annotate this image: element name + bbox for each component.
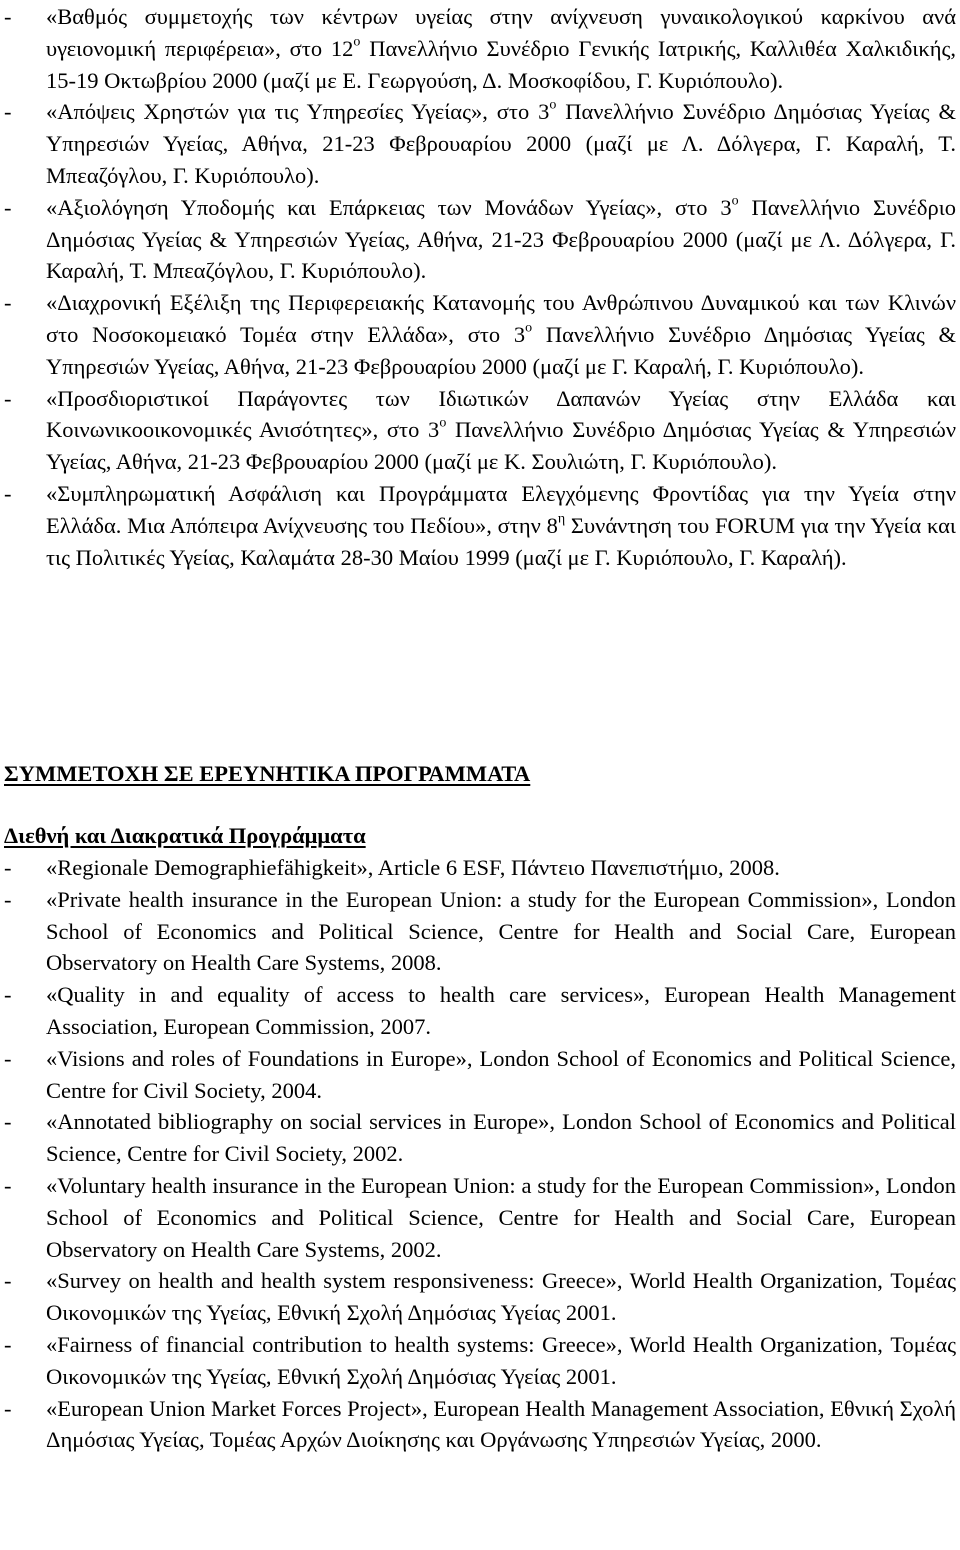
bullet-dash: - xyxy=(4,1109,12,1135)
bullet-dash: - xyxy=(4,4,12,29)
list-item xyxy=(0,884,960,979)
list-item xyxy=(0,1043,960,1107)
item-text: «Visions and roles of Foundations in Europe», London School of Economics and Political Science, Centre for Civil Society, 2004. xyxy=(46,1045,956,1103)
bullet-dash: - xyxy=(4,99,12,125)
list-item xyxy=(0,478,960,573)
section-heading: ΣΥΜΜΕΤΟΧΗ ΣΕ ΕΡΕΥΝΗΤΙΚΑ ΠΡΟΓΡΑΜΜΑΤΑ xyxy=(4,761,531,786)
item-text: «Προσδιοριστικοί Παράγοντες των Ιδιωτικών Δαπανών Υγείας στην Ελλάδα και Κοινωνικοοικονομικές Ανισότητες», στο $3^o$ Πανελλήνιο Συνέδριο Δημόσιας Υγείας & Υπηρεσιών Υγείας, Αθήνα, 21-23 Φεβρουαρίου 2000 (μαζί με Κ. Σουλιώτη, Γ. Κυριόπουλο). xyxy=(46,385,957,475)
bullet-dash: - xyxy=(4,1045,12,1071)
bullet-dash: - xyxy=(4,855,12,880)
item-text: «Regionale Demographiefähigkeit», Article 6 ESF, Πάντειο Πανεπιστήμιο, 2008. xyxy=(46,855,780,880)
item-text: «Απόψεις Χρηστών για τις Υπηρεσίες Υγείας», στο $3^o$ Πανελλήνιο Συνέδριο Δημόσιας Υγείας & Υπηρεσιών Υγείας, Αθήνα, 21-23 Φεβρουαρίου 2000 (μαζί με Λ. Δόλγερα, Γ. Καραλή, Τ. Μπεαζόγλου, Γ. Κυριόπουλο). xyxy=(46,97,956,188)
bullet-dash: - xyxy=(4,982,12,1008)
research-programs-list xyxy=(0,852,960,1456)
item-text: «Συμπληρωματική Ασφάλιση και Προγράμματα Ελεγχόμενης Φροντίδας για την Υγεία στην Ελλάδα. Μια Απόπειρα Ανίχνευσης του Πεδίου», στην $8^\eta$ Συνάντηση του FORUM για την Υγεία και τις Πολιτικές Υγείας, Καλαμάτα 28-30 Μαίου 1999 (μαζί με Γ. Κυριόπουλο, Γ. Καραλή). xyxy=(46,480,956,570)
bullet-dash: - xyxy=(4,385,12,411)
list-item xyxy=(0,96,960,191)
bullet-dash: - xyxy=(4,1172,12,1198)
list-item xyxy=(0,1393,960,1457)
item-text: «Survey on health and health system responsiveness: Greece», World Health Organization, Τομέας Οικονομικών της Υγείας, Εθνική Σχολή Δημόσιας Υγείας 2001. xyxy=(46,1268,956,1326)
bullet-dash: - xyxy=(4,194,12,220)
item-text: «Fairness of financial contribution to health systems: Greece», World Health Organization, Τομέας Οικονομικών της Υγείας, Εθνική Σχολή Δημόσιας Υγείας 2001. xyxy=(46,1331,956,1389)
list-item xyxy=(0,383,960,478)
list-item xyxy=(0,852,960,884)
subsection-heading: Διεθνή και Διακρατικά Προγράμματα xyxy=(4,823,366,848)
list-item xyxy=(0,1106,960,1170)
conference-presentations-list xyxy=(0,1,960,573)
item-text: «Quality in and equality of access to health care services», European Health Management Association, European Commission, 2007. xyxy=(46,982,956,1039)
item-text: «Διαχρονική Εξέλιξη της Περιφερειακής Κατανομής του Ανθρώπινου Δυναμικού και των Κλινών στο Νοσοκομειακό Τομέα στην Ελλάδα», στο $3^o$ Πανελλήνιο Συνέδριο Δημόσιας Υγείας & Υπηρεσιών Υγείας, Αθήνα, 21-23 Φεβρουαρίου 2000 (μαζί με Γ. Καραλή, Γ. Κυριόπουλο). xyxy=(46,290,956,379)
list-item xyxy=(0,287,960,382)
list-item xyxy=(0,1265,960,1329)
bullet-dash: - xyxy=(4,1268,12,1294)
bullet-dash: - xyxy=(4,1395,12,1421)
list-item xyxy=(0,1329,960,1393)
item-text: «Annotated bibliography on social services in Europe», London School of Economics and Political Science, Centre for Civil Society, 2002. xyxy=(46,1109,956,1167)
item-text: «Private health insurance in the European Union: a study for the European Commission», London School of Economics and Political Science, Centre for Health and Social Care, European Observatory on Health Care Systems, 2008. xyxy=(46,886,956,976)
bullet-dash: - xyxy=(4,886,12,912)
item-text: «Βαθμός συμμετοχής των κέντρων υγείας στην ανίχνευση γυναικολογικού καρκίνου ανά υγειονομική περιφέρεια», στο $12^o$ Πανελλήνιο Συνέδριο Γενικής Ιατρικής, Καλλιθέα Χαλκιδικής, 15-19 Οκτωβρίου 2000 (μαζί με Ε. Γεωργούση, Δ. Μοσκοφίδου, Γ. Κυριόπουλο). xyxy=(46,4,957,93)
bullet-dash: - xyxy=(4,480,12,506)
list-item xyxy=(0,979,960,1043)
list-item xyxy=(0,1170,960,1265)
item-text: «Voluntary health insurance in the European Union: a study for the European Commission», London School of Economics and Political Science, Centre for Health and Social Care, European Observatory on Health Care Systems, 2002. xyxy=(46,1172,956,1262)
item-text: «European Union Market Forces Project», European Health Management Association, Εθνική Σχολή Δημόσιας Υγείας, Τομέας Αρχών Διοίκησης και Οργάνωσης Υπηρεσιών Υγείας, 2000. xyxy=(46,1395,956,1453)
list-item xyxy=(0,1,960,96)
list-item xyxy=(0,192,960,287)
item-text: «Αξιολόγηση Υποδομής και Επάρκειας των Μονάδων Υγείας», στο $3^o$ Πανελλήνιο Συνέδριο Δημόσιας Υγείας & Υπηρεσιών Υγείας, Αθήνα, 21-23 Φεβρουαρίου 2000 (μαζί με Λ. Δόλγερα, Γ. Καραλή, Τ. Μπεαζόγλου, Γ. Κυριόπουλο). xyxy=(46,193,957,284)
bullet-dash: - xyxy=(4,290,12,316)
bullet-dash: - xyxy=(4,1331,12,1357)
